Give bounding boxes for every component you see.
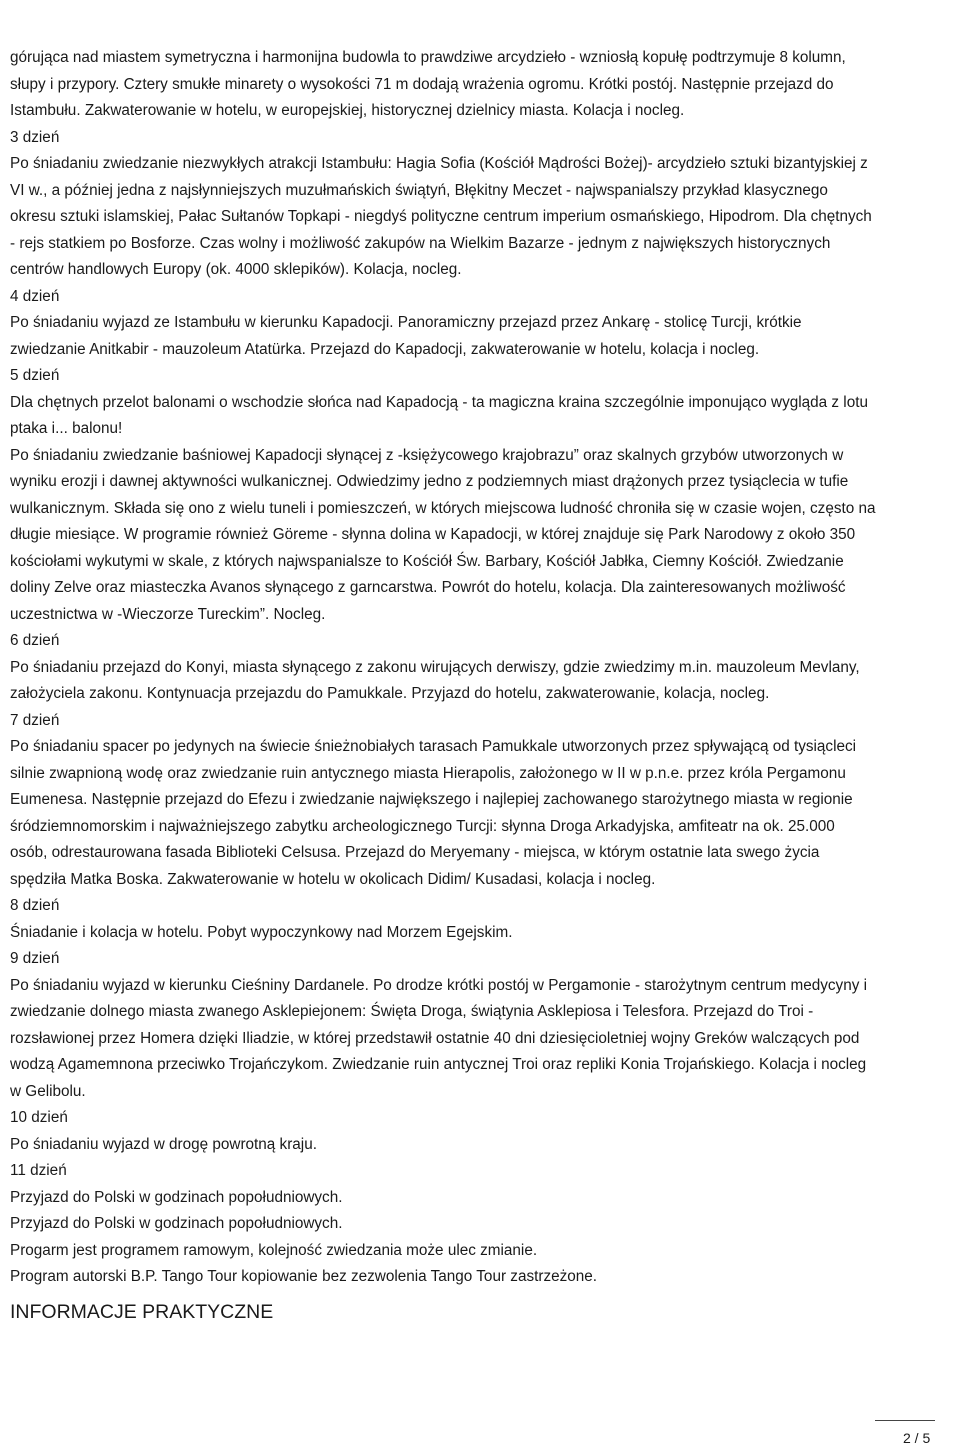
text-line: 8 dzień [10,897,60,914]
text-line: 6 dzień [10,632,60,649]
text-line: ptaka i... balonu! [10,420,123,437]
text-line: Po śniadaniu przejazd do Konyi, miasta słynącego z zakonu wirujących derwiszy, gdzie zwiedzimy m.in. mauzoleum Mevlany, [10,658,860,676]
text-line: wulkanicznym. Składa się ono z wielu tuneli i pomieszczeń, w których miejscowa ludność chroniła się w czasie wojen, często na [10,499,876,517]
text-line: Eumenesa. Następnie przejazd do Efezu i zwiedzanie największego i najlepiej zachowanego starożytnego miasta w regionie [10,791,853,808]
text-line: słupy i przypory. Cztery smukłe minarety o wysokości 71 m dodają wrażenia ogromu. Krótki postój. Następnie przejazd do [10,75,834,93]
text-line: 5 dzień [10,367,60,384]
text-line: Po śniadaniu spacer po jedynych na świecie śnieżnobiałych tarasach Pamukkale utworzonych przez spływającą od tysiącleci [10,738,857,755]
text-line: Istambułu. Zakwaterowanie w hotelu, w europejskiej, historycznej dzielnicy miasta. Kolacja i nocleg. [10,102,685,119]
text-line: Po śniadaniu wyjazd w kierunku Cieśniny Dardanele. Po drodze krótki postój w Pergamonie - starożytnym centrum medycyny i [10,976,868,994]
text-line: uczestnictwa w -Wieczorze Tureckim”. Nocleg. [10,605,326,623]
text-line: Po śniadaniu zwiedzanie baśniowej Kapadocji słynącej z -księżycowego krajobrazu” oraz skalnych grzybów utworzonych w [10,446,844,464]
document-body [10,45,955,1325]
text-line: górująca nad miastem symetryczna i harmonijna budowla to prawdziwe arcydzieło - wzniosłą kopułę podtrzymuje 8 kolumn, [10,49,846,66]
text-line: centrów handlowych Europy (ok. 4000 sklepików). Kolacja, nocleg. [10,261,462,278]
text-line: 10 dzień [10,1109,68,1126]
text-line: 9 dzień [10,950,60,967]
text-line: Po śniadaniu wyjazd ze Istambułu w kierunku Kapadocji. Panoramiczny przejazd przez Ankarę - stolicę Turcji, krótkie [10,314,802,331]
text-line: zwiedzanie Anitkabir - mauzoleum Atatürka. Przejazd do Kapadocji, zakwaterowanie w hotelu, kolacja i nocleg. [10,340,760,358]
text-line: śródziemnomorskim i najważniejszego zabytku archeologicznego Turcji: słynna Droga Arkadyjska, amfiteatr na ok. 25.000 [10,817,835,835]
text-line: wyniku erozji i dawnej aktywności wulkanicznej. Odwiedzimy jedno z podziemnych miast drążonych przez tysiąclecia w tufie [10,473,849,490]
text-line: długie miesiące. W programie również Göreme - słynna dolina w Kapadocji, w której znajduje się Park Narodowy z około 350 [10,526,856,543]
text-line: Program autorski B.P. Tango Tour kopiowanie bez zezwolenia Tango Tour zastrzeżone. [10,1268,598,1285]
text-line: Śniadanie i kolacja w hotelu. Pobyt wypoczynkowy nad Morzem Egejskim. [10,923,513,941]
text-line: 7 dzień [10,711,60,729]
text-line: silnie zwapnioną wodę oraz zwiedzanie ruin antycznego miasta Hierapolis, założonego w II w p.n.e. przez króla Pergamonu [10,764,846,782]
text-line: wodzą Agamemnona przeciwko Trojańczykom. Zwiedzanie ruin antycznej Troi oraz repliki Konia Trojańskiego. Kolacja i nocleg [10,1056,867,1073]
text-line: 3 dzień [10,128,60,146]
itinerary-text [10,45,955,1291]
text-line: okresu sztuki islamskiej, Pałac Sułtanów Topkapi - niegdyś polityczne centrum imperium osmańskiego, Hipodrom. Dla chętnych [10,208,872,225]
text-line: doliny Zelve oraz miasteczka Avanos słynącego z garncarstwa. Powrót do hotelu, kolacja. Dla zainteresowanych możliwość [10,579,846,596]
text-line: założyciela zakonu. Kontynuacja przejazdu do Pamukkale. Przyjazd do hotelu, zakwaterowanie, kolacja, nocleg. [10,685,770,702]
text-line: Progarm jest programem ramowym, kolejność zwiedzania może ulec zmianie. [10,1241,538,1259]
section-heading: INFORMACJE PRAKTYCZNE [10,1300,274,1323]
text-line: Po śniadaniu zwiedzanie niezwykłych atrakcji Istambułu: Hagia Sofia (Kościół Mądrości Bożej)- arcydzieło sztuki bizantyjskiej z [10,155,868,172]
text-line: rozsławionej przez Homera dzięki Iliadzie, w której przedstawił ostatnie 40 dni dziesięcioletniej wojny Greków walczących pod [10,1029,860,1047]
text-line: 4 dzień [10,287,60,305]
text-line: Przyjazd do Polski w godzinach popołudniowych. [10,1188,343,1206]
text-line: Po śniadaniu wyjazd w drogę powrotną kraju. [10,1135,317,1153]
footer-rule [875,1420,935,1421]
page-number: 2 / 5 [903,1430,931,1446]
text-line: spędziła Matka Boska. Zakwaterowanie w hotelu w okolicach Didim/ Kusadasi, kolacja i nocleg. [10,870,656,888]
text-line: 11 dzień [10,1162,67,1179]
text-line: kościołami wykutymi w skale, z których najwspanialsze to Kościół Św. Barbary, Kościół Jabłka, Ciemny Kościół. Zwiedzanie [10,552,844,570]
text-line: - rejs statkiem po Bosforze. Czas wolny i możliwość zakupów na Wielkim Bazarze - jednym z największych historycznych [10,234,831,252]
text-line: w Gelibolu. [10,1082,86,1100]
text-line: Przyjazd do Polski w godzinach popołudniowych. [10,1215,343,1232]
text-line: osób, odrestaurowana fasada Biblioteki Celsusa. Przejazd do Meryemany - miejsca, w którym ostatnie lata swego życia [10,844,820,861]
text-line: zwiedzanie dolnego miasta zwanego Asklepiejonem: Święta Droga, świątynia Asklepiosa i Telesfora. Przejazd do Troi - [10,1003,814,1020]
text-line: Dla chętnych przelot balonami o wschodzie słońca nad Kapadocją - ta magiczna kraina szczególnie imponująco wygląda z lotu [10,393,868,411]
text-line: VI w., a później jedna z najsłynniejszych muzułmańskich świątyń, Błękitny Meczet - najwspanialszy przykład klasycznego [10,181,828,199]
